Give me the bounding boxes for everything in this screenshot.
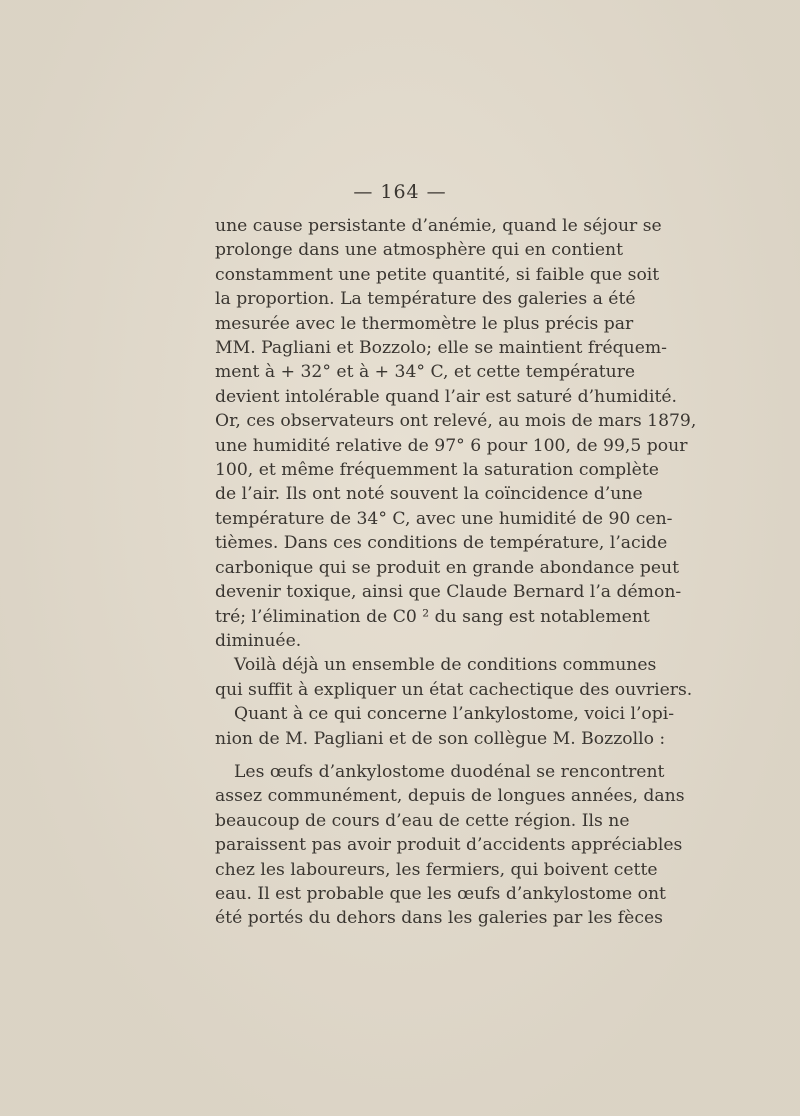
text-line: diminuée. (215, 630, 302, 651)
text-line: devient intolérable quand l’air est saturé d’humidité. (215, 386, 678, 407)
text-line: paraissent pas avoir produit d’accidents appréciables (215, 835, 683, 856)
text-line: été portés du dehors dans les galeries par les fèces (215, 908, 663, 929)
paragraph-start-line: Voilà déjà un ensemble de conditions communes (234, 655, 657, 676)
quotation-start-line: Les œufs d’ankylostome duodénal se rencontrent (234, 761, 665, 782)
text-line: beaucoup de cours d’eau de cette région. Ils ne (215, 810, 630, 831)
text-line: eau. Il est probable que les œufs d’ankylostome ont (215, 883, 666, 904)
page-body-text (215, 214, 697, 931)
text-line: devenir toxique, ainsi que Claude Bernard l’a démon- (215, 582, 682, 603)
text-line: de l’air. Ils ont noté souvent la coïncidence d’une (215, 484, 643, 505)
text-line: carbonique qui se produit en grande abondance peut (215, 557, 679, 578)
text-line: une humidité relative de 97° 6 pour 100, de 99,5 pour (215, 435, 688, 456)
text-line: 100, et même fréquemment la saturation complète (215, 460, 659, 481)
text-line: chez les laboureurs, les fermiers, qui boivent cette (215, 859, 658, 880)
text-line: MM. Pagliani et Bozzolo; elle se maintient fréquem- (215, 338, 667, 359)
text-line: tièmes. Dans ces conditions de température, l’acide (215, 533, 668, 554)
text-line: température de 34° C, avec une humidité de 90 cen- (215, 508, 673, 529)
text-line: ment à + 32° et à + 34° C, et cette température (215, 362, 636, 383)
text-line: qui suffit à expliquer un état cachectique des ouvriers. (215, 679, 693, 700)
paragraph-start-line: Quant à ce qui concerne l’ankylostome, voici l’opi- (234, 704, 675, 725)
text-line: une cause persistante d’anémie, quand le séjour se (215, 216, 662, 236)
text-line: nion de M. Pagliani et de son collègue M. Bozzollo : (215, 728, 666, 749)
text-line: prolonge dans une atmosphère qui en contient (215, 240, 623, 261)
text-line: tré; l’élimination de C0 ² du sang est notablement (215, 606, 650, 627)
text-line: mesurée avec le thermomètre le plus précis par (215, 313, 634, 334)
text-line: constamment une petite quantité, si faible que soit (215, 264, 660, 285)
page-number: — 164 — (353, 181, 447, 203)
text-line: la proportion. La température des galeries a été (215, 289, 636, 310)
text-line: assez communément, depuis de longues années, dans (215, 786, 685, 807)
text-line: Or, ces observateurs ont relevé, au mois de mars 1879, (215, 411, 697, 432)
